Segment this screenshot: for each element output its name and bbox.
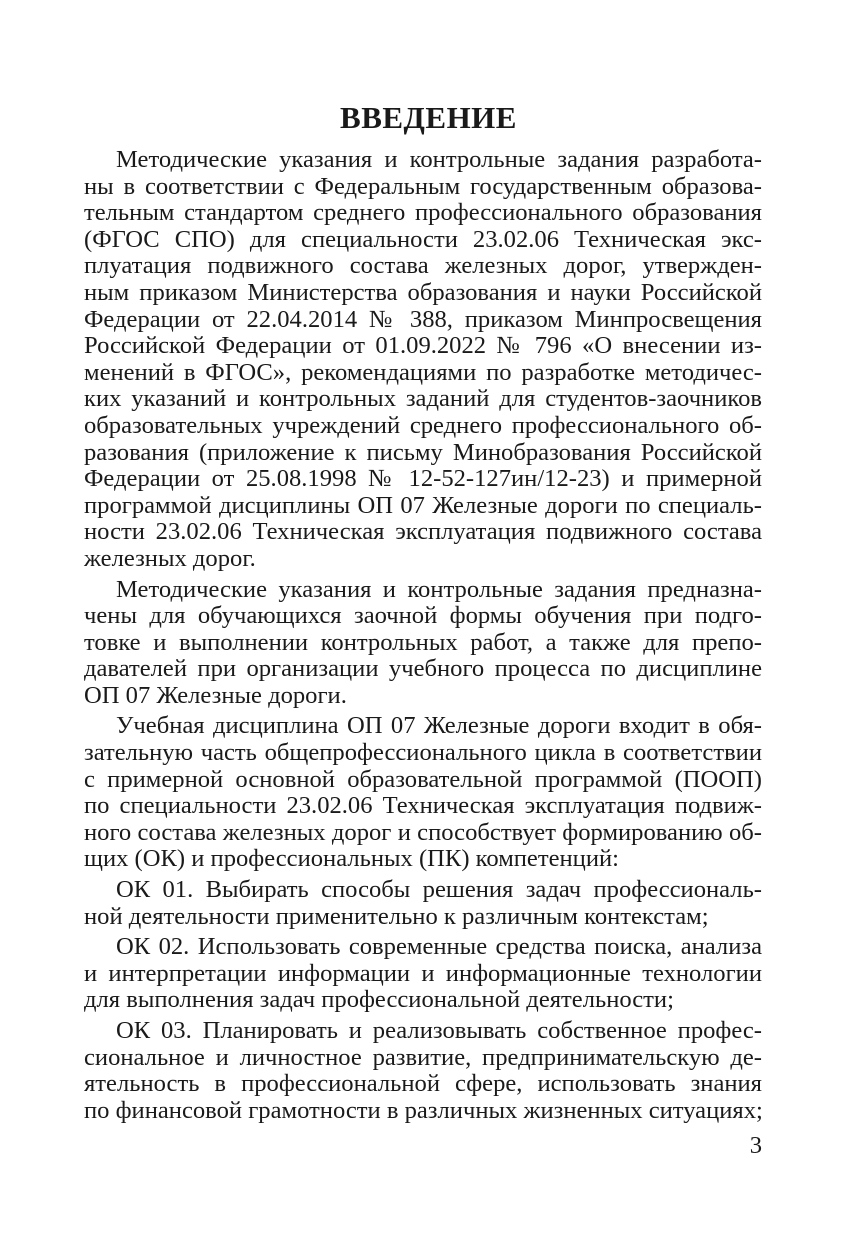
text-line: железных дорог. xyxy=(84,544,256,572)
document-body xyxy=(84,147,762,1128)
text-line: ОК 03. Планировать и реализовывать собственное профес- xyxy=(116,1017,762,1044)
text-line: с примерной основной образовательной программой (ПООП) xyxy=(84,765,762,793)
text-line: образовательных учреждений среднего профессионального об- xyxy=(84,411,762,439)
text-line: ного состава железных дорог и способствует формированию об- xyxy=(84,818,762,846)
competency-ok-03 xyxy=(84,1018,762,1124)
text-line: менений в ФГОС», рекомендациями по разработке методичес- xyxy=(84,358,762,386)
text-line: ОК 02. Использовать современные средства поиска, анализа xyxy=(116,933,762,961)
paragraph xyxy=(84,713,762,873)
text-line: Методические указания и контрольные задания предназна- xyxy=(116,575,762,603)
text-line: тельным стандартом среднего профессионального образования xyxy=(84,199,762,227)
text-line: зательную часть общепрофессионального цикла в соответствии xyxy=(84,739,762,767)
text-line: Российской Федерации от 01.09.2022 № 796 «О внесении из- xyxy=(84,332,762,360)
text-line: ОК 01. Выбирать способы решения задач профессиональ- xyxy=(116,876,762,904)
text-line: ятельность в профессиональной сфере, использовать знания xyxy=(84,1070,762,1098)
text-line: по финансовой грамотности в различных жизненных ситуациях; xyxy=(84,1096,763,1124)
text-line: по специальности 23.02.06 Техническая эксплуатация подвиж- xyxy=(84,792,762,820)
text-line: для выполнения задач профессиональной деятельности; xyxy=(84,986,674,1014)
text-line: товке и выполнении контрольных работ, а также для препо- xyxy=(84,628,762,656)
text-line: сиональное и личностное развитие, предпринимательскую де- xyxy=(84,1043,762,1071)
text-line: ОП 07 Железные дороги. xyxy=(84,681,347,709)
text-line: программой дисциплины ОП 07 Железные дороги по специаль- xyxy=(84,491,762,519)
text-line: ких указаний и контрольных заданий для студентов-заочников xyxy=(84,385,762,413)
text-line: чены для обучающихся заочной формы обучения при подго- xyxy=(84,602,762,630)
text-line: ной деятельности применительно к различным контекстам; xyxy=(84,902,709,930)
text-line: Федерации от 25.08.1998 № 12-52-127ин/12-23) и примерной xyxy=(84,465,762,493)
paragraph xyxy=(84,147,762,573)
text-line: щих (ОК) и профессиональных (ПК) компетенций: xyxy=(84,845,619,873)
page-number: 3 xyxy=(749,1132,762,1159)
text-line: давателей при организации учебного процесса по дисциплине xyxy=(84,655,762,683)
page-title: ВВЕДЕНИЕ xyxy=(340,100,517,135)
text-line: ности 23.02.06 Техническая эксплуатация подвижного состава xyxy=(84,518,762,546)
paragraph xyxy=(84,577,762,710)
text-line: (ФГОС СПО) для специальности 23.02.06 Техническая экс- xyxy=(84,225,762,253)
text-line: ны в соответствии с Федеральным государственным образова- xyxy=(84,172,762,200)
text-line: ным приказом Министерства образования и науки Российской xyxy=(84,278,762,306)
text-line: плуатация подвижного состава железных дорог, утвержден- xyxy=(84,252,762,280)
competency-ok-01 xyxy=(84,877,762,930)
competency-ok-02 xyxy=(84,934,762,1014)
text-line: Методические указания и контрольные задания разработа- xyxy=(116,146,762,173)
text-line: разования (приложение к письму Минобразования Российской xyxy=(84,438,762,466)
text-line: и интерпретации информации и информационные технологии xyxy=(84,959,762,987)
text-line: Учебная дисциплина ОП 07 Железные дороги входит в обя- xyxy=(116,712,762,740)
text-line: Федерации от 22.04.2014 № 388, приказом Минпросвещения xyxy=(84,305,762,333)
